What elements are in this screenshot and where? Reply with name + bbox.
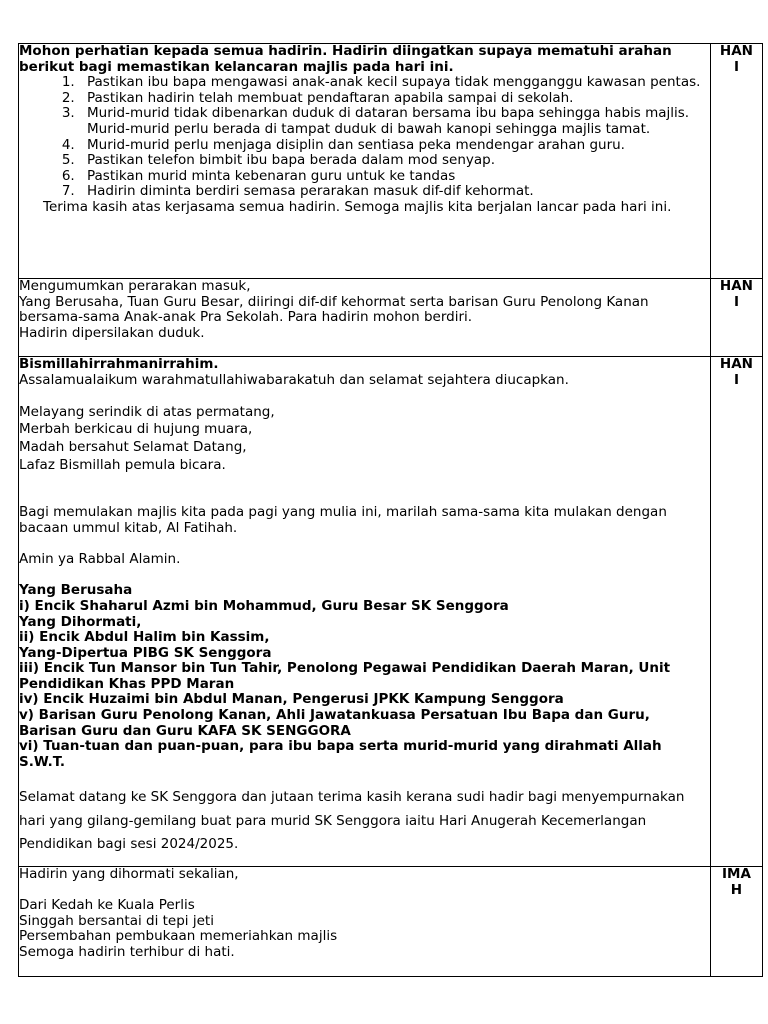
speaker-label: HANI (719, 278, 753, 310)
performance-cell (19, 867, 711, 977)
speaker-label: IMAH (722, 866, 751, 898)
salutation-line: Yang-Dipertua PIBG SK Senggora (19, 644, 272, 661)
intro-text: Bagi memulakan majlis kita pada pagi yang mulia ini, marilah sama-sama kita mulakan dengan bacaan ummul kitab, Al Fatihah. (19, 504, 667, 536)
pantun-line: Madah bersahut Selamat Datang, (19, 438, 247, 455)
script-table (18, 43, 763, 977)
greeting-line: Hadirin yang dihormati sekalian, (19, 866, 239, 882)
list-item: 4. Murid-murid perlu menjaga disiplin dan sentiasa peka mendengar arahan guru. (79, 138, 710, 154)
table-row (19, 357, 763, 867)
greeting-line: Assalamualaikum warahmatullahiwabarakatuh dan selamat sejahtera diucapkan. (19, 371, 569, 388)
list-item: 3. Murid-murid tidak dibenarkan duduk di dataran bersama ibu bapa sehingga habis majlis. Murid-murid perlu berada di tampat duduk di bawah kanopi sehingga majlis tamat. (79, 106, 710, 137)
table-row (19, 867, 763, 977)
list-item: 6. Pastikan murid minta kebenaran guru untuk ke tandas (79, 169, 710, 185)
pantun-line: Singgah bersantai di tepi jeti (19, 912, 214, 929)
text-line: Hadirin dipersilakan duduk. (19, 324, 205, 341)
speaker-cell (710, 279, 762, 357)
rules-list (19, 75, 710, 200)
pantun-line: Lafaz Bismillah pemula bicara. (19, 456, 226, 473)
opening-line: Bismillahirrahmanirrahim. (19, 356, 219, 372)
salutation-line: i) Encik Shaharul Azmi bin Mohammud, Guru Besar SK Senggora (19, 597, 509, 614)
speaker-cell (710, 357, 762, 867)
pantun-line: Semoga hadirin terhibur di hati. (19, 943, 235, 960)
announcement-cell (19, 44, 711, 279)
salutation-line: vi) Tuan-tuan dan puan-puan, para ibu bapa serta murid-murid yang dirahmati Allah S.W.T. (19, 738, 662, 770)
opening-speech-cell (19, 357, 711, 867)
list-item: 5. Pastikan telefon bimbit ibu bapa berada dalam mod senyap. (79, 153, 710, 169)
pantun-line: Melayang serindik di atas permatang, (19, 403, 275, 420)
speaker-cell (710, 867, 762, 977)
salutation-line: v) Barisan Guru Penolong Kanan, Ahli Jawatankuasa Persatuan Ibu Bapa dan Guru, Barisan Guru dan Guru KAFA SK SENGGORA (19, 707, 650, 739)
pantun-line: Merbah berkicau di hujung muara, (19, 421, 253, 438)
pantun (19, 404, 710, 474)
salutation-line: iv) Encik Huzaimi bin Abdul Manan, Pengerusi JPKK Kampung Senggora (19, 691, 564, 708)
speaker-label: HANI (719, 43, 753, 75)
speaker-cell (710, 44, 762, 279)
pantun-line: Dari Kedah ke Kuala Perlis (19, 897, 195, 914)
table-row (19, 279, 763, 357)
salutation-line: Yang Berusaha (19, 582, 133, 599)
list-item: 1. Pastikan ibu bapa mengawasi anak-anak kecil supaya tidak mengganggu kawasan pentas. (79, 75, 710, 91)
table-row (19, 44, 763, 279)
list-item: 2. Pastikan hadirin telah membuat pendaftaran apabila sampai di sekolah. (79, 91, 710, 107)
announcement-title: Mohon perhatian kepada semua hadirin. Hadirin diingatkan supaya mematuhi arahan berikut bagi memastikan kelancaran majlis pada hari ini. (19, 43, 672, 75)
welcome-text: Selamat datang ke SK Senggora dan jutaan terima kasih kerana sudi hadir bagi menyempurnakan hari yang gilang-gemilang buat para murid SK Senggora iaitu Hari Anugerah Kecemerlangan Pendidikan bagi sesi 2024/2025. (19, 789, 685, 853)
pantun-line: Persembahan pembukaan memeriahkan majlis (19, 928, 338, 945)
salutation-line: iii) Encik Tun Mansor bin Tun Tahir, Penolong Pegawai Pendidikan Daerah Maran, Unit Pendidikan Khas PPD Maran (19, 660, 671, 692)
closing-text: Terima kasih atas kerjasama semua hadirin. Semoga majlis kita berjalan lancar pada hari ini. (43, 198, 672, 215)
salutation-line: Yang Dihormati, (19, 613, 142, 630)
list-item: 7. Hadirin diminta berdiri semasa perarakan masuk dif-dif kehormat. (79, 184, 710, 200)
text-line: Yang Berusaha, Tuan Guru Besar, diiringi dif-dif kehormat serta barisan Guru Penolong Kanan bersama-sama Anak-anak Pra Sekolah. Para hadirin mohon berdiri. (19, 293, 649, 326)
salutation-list (19, 583, 710, 770)
procession-cell (19, 279, 711, 357)
salutation-line: ii) Encik Abdul Halim bin Kassim, (19, 629, 270, 646)
text-line: Mengumumkan perarakan masuk, (19, 278, 251, 294)
speaker-label: HANI (719, 356, 753, 388)
amin-line: Amin ya Rabbal Alamin. (19, 551, 181, 568)
